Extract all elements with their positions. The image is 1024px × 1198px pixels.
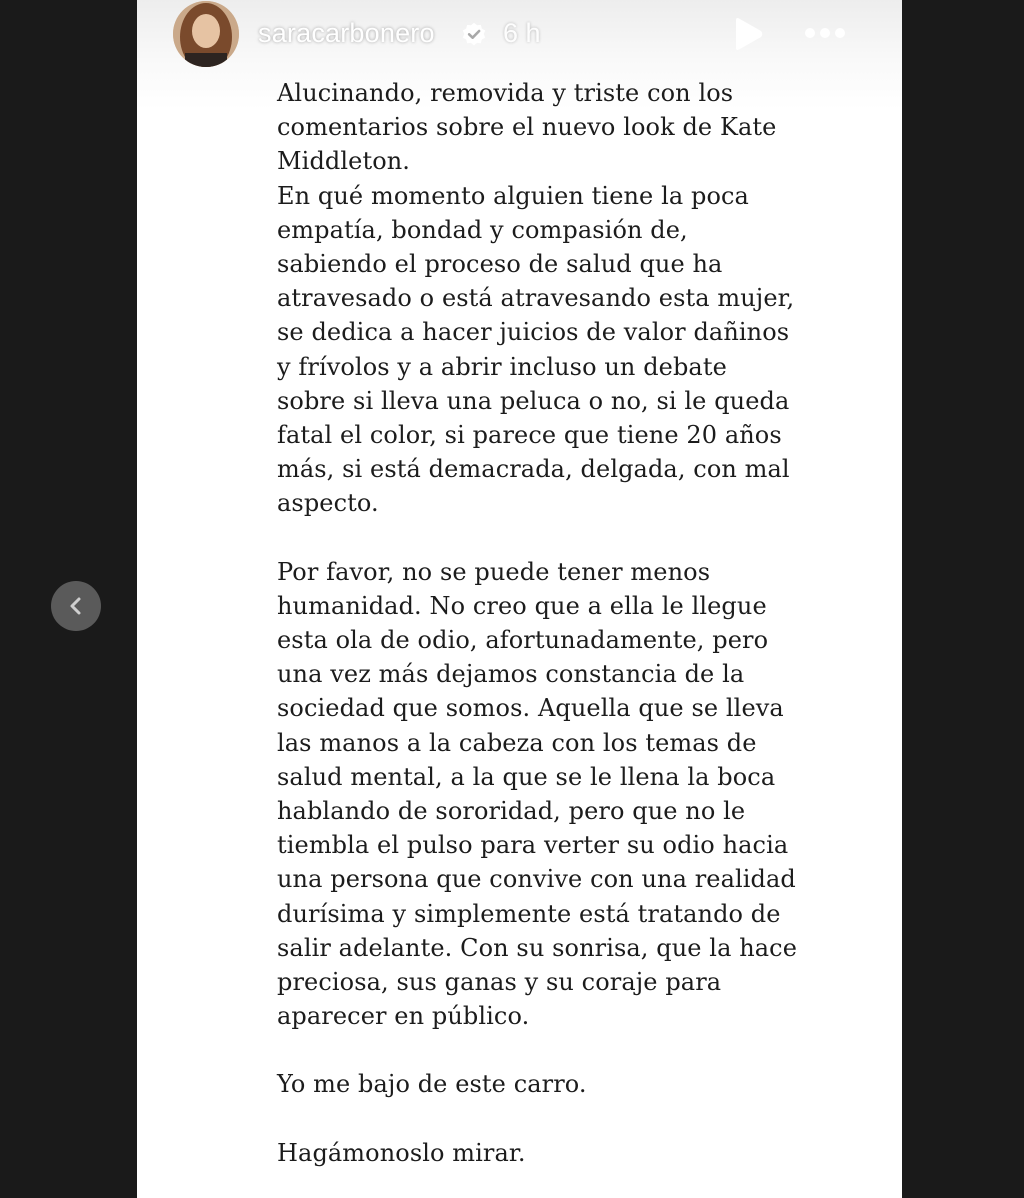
story-text xyxy=(277,76,837,1170)
text-line: se dedica a hacer juicios de valor dañinos xyxy=(277,318,790,347)
username[interactable]: saracarbonero xyxy=(258,18,435,48)
text-line: aparecer en público. xyxy=(277,1002,530,1031)
text-line: atravesado o está atravesando esta mujer, xyxy=(277,284,795,313)
text-line: Por favor, no se puede tener menos xyxy=(277,557,711,586)
text-line: En qué momento alguien tiene la poca xyxy=(277,181,749,210)
paragraph-3: Yo me bajo de este carro. xyxy=(277,1070,587,1099)
chevron-left-icon xyxy=(64,594,88,618)
text-line: una persona que convive con una realidad xyxy=(277,865,796,894)
story-header xyxy=(137,0,902,70)
text-line: más, si está demacrada, delgada, con mal xyxy=(277,455,790,484)
story-card xyxy=(137,0,902,1198)
text-line: salir adelante. Con su sonrisa, que la hace xyxy=(277,933,798,962)
text-line: comentarios sobre el nuevo look de Kate xyxy=(277,113,777,142)
text-line: preciosa, sus ganas y su coraje para xyxy=(277,967,722,996)
text-line: una vez más dejamos constancia de la xyxy=(277,660,745,689)
paragraph-4: Hagámonoslo mirar. xyxy=(277,1138,526,1167)
text-line: sobre si lleva una peluca o no, si le queda xyxy=(277,386,790,415)
text-line: Middleton. xyxy=(277,147,411,176)
avatar[interactable] xyxy=(173,1,239,67)
text-line: tiembla el pulso para verter su odio hacia xyxy=(277,831,789,860)
text-line: salud mental, a la que se le llena la boca xyxy=(277,762,776,791)
text-line: humanidad. No creo que a ella le llegue xyxy=(277,591,767,620)
text-line: aspecto. xyxy=(277,489,379,518)
previous-story-button[interactable] xyxy=(51,581,101,631)
text-line: las manos a la cabeza con los temas de xyxy=(277,728,757,757)
more-options-icon[interactable] xyxy=(799,16,851,50)
text-line: hablando de sororidad, pero que no le xyxy=(277,796,746,825)
paragraph-2 xyxy=(277,555,837,1034)
text-line: sociedad que somos. Aquella que se lleva xyxy=(277,694,784,723)
verified-badge-icon xyxy=(460,21,488,49)
text-line: sabiendo el proceso de salud que ha xyxy=(277,249,723,278)
text-line: y frívolos y a abrir incluso un debate xyxy=(277,352,727,381)
text-line: fatal el color, si parece que tiene 20 años xyxy=(277,420,782,449)
text-line: Alucinando, removida y triste con los xyxy=(277,79,734,107)
story-timestamp: 6 h xyxy=(503,18,541,48)
play-icon[interactable] xyxy=(727,14,767,54)
text-line: durísima y simplemente está tratando de xyxy=(277,899,781,928)
text-line: empatía, bondad y compasión de, xyxy=(277,215,688,244)
text-line: esta ola de odio, afortunadamente, pero xyxy=(277,626,769,654)
paragraph-1 xyxy=(277,76,837,520)
